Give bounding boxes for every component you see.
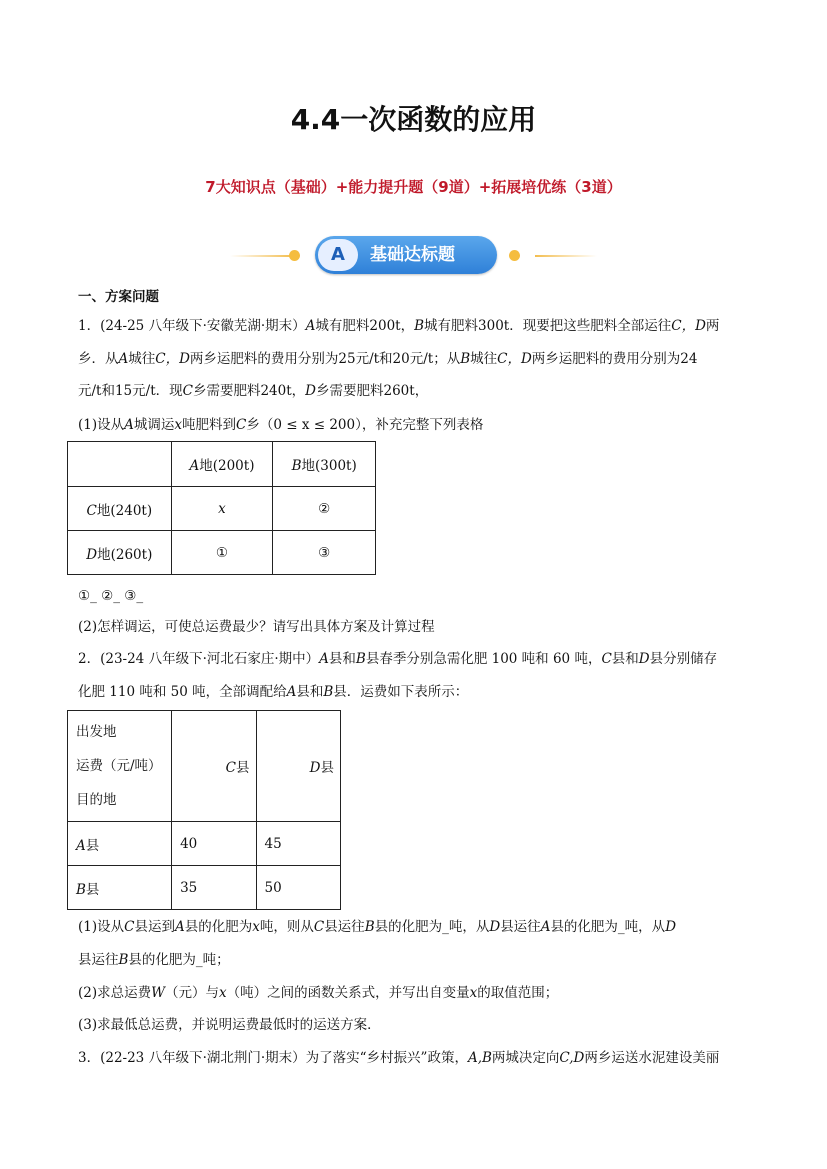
q2-part3: (3)求最低总运费，并说明运费最低时的运送方案． xyxy=(78,1017,381,1033)
q1-table xyxy=(67,441,376,575)
q1-table-cell: ② xyxy=(273,487,376,531)
q2-table-header-cell: 出发地 运费（元/吨） 目的地 xyxy=(68,711,172,822)
q2-line1: 2．(23-24 八年级下·河北石家庄·期中）A县和B县春季分别急需化肥 100 吨和 60 吨，C县和D县分别储存 xyxy=(78,651,718,667)
q2-table-cell: 40 xyxy=(172,822,256,866)
banner-label: 基础达标题 xyxy=(370,245,455,265)
q1-table-row-c: C地(240t) xyxy=(68,487,172,531)
q1-part1: (1)设从A城调运x吨肥料到C乡（0 ≤ x ≤ 200），补充完整下列表格 xyxy=(78,417,484,433)
q2-table-row-b: B县 xyxy=(68,866,172,910)
q1-part2: (2)怎样调运，可使总运费最少？请写出具体方案及计算过程 xyxy=(78,619,435,635)
section-banner xyxy=(230,236,597,276)
q2-part1-line1: (1)设从C县运到A县的化肥为x吨，则从C县运往B县的化肥为_吨，从D县运往A县的化肥为_吨，从D xyxy=(78,919,677,935)
q2-table-col-c: C县 xyxy=(172,711,256,822)
q1-table-head-a: A地(200t) xyxy=(171,442,273,487)
q2-table xyxy=(67,710,341,910)
page-title: 4.4一次函数的应用 xyxy=(290,103,537,136)
q2-table-row-a: A县 xyxy=(68,822,172,866)
q1-table-head-b: B地(300t) xyxy=(273,442,376,487)
banner-left-dot xyxy=(289,250,300,261)
q1-table-cell: ③ xyxy=(273,531,376,575)
q1-line2: 乡．从A城往C，D两乡运肥料的费用分别为25元/t和20元/t；从B城往C，D两乡运肥料的费用分别为24 xyxy=(78,351,698,367)
q2-table-cell: 45 xyxy=(256,822,340,866)
banner-right-line xyxy=(535,255,597,257)
q1-table-cell: x xyxy=(171,487,273,531)
page-subtitle: 7大知识点（基础）+能力提升题（9道）+拓展培优练（3道） xyxy=(205,178,622,196)
q2-line2: 化肥 110 吨和 50 吨，全部调配给A县和B县．运费如下表所示： xyxy=(78,684,469,700)
banner-letter: A xyxy=(318,239,358,271)
q2-part2: (2)求总运费W（元）与x（吨）之间的函数关系式，并写出自变量x的取值范围； xyxy=(78,985,559,1001)
q1-table-row-d: D地(260t) xyxy=(68,531,172,575)
section-heading: 一、方案问题 xyxy=(78,289,159,305)
q2-part1-line2: 县运往B县的化肥为_吨； xyxy=(78,952,230,968)
q1-answer-blanks: ①_ ②_ ③_ xyxy=(78,588,144,604)
q3-line1: 3．(22-23 八年级下·湖北荆门·期末）为了落实“乡村振兴”政策，A,B两城决定向C,D两乡运送水泥建设美丽 xyxy=(78,1050,720,1066)
banner-right-dot xyxy=(509,250,520,261)
q2-table-cell: 35 xyxy=(172,866,256,910)
q2-table-col-d: D县 xyxy=(256,711,340,822)
q1-table-corner xyxy=(68,442,172,487)
q1-line3: 元/t和15元/t．现C乡需要肥料240t，D乡需要肥料260t， xyxy=(78,383,429,399)
q1-line1: 1．(24-25 八年级下·安徽芜湖·期末）A城有肥料200t，B城有肥料300t．现要把这些肥料全部运往C，D两 xyxy=(78,318,720,334)
q1-table-cell: ① xyxy=(171,531,273,575)
banner-left-line xyxy=(230,255,292,257)
q2-table-cell: 50 xyxy=(256,866,340,910)
